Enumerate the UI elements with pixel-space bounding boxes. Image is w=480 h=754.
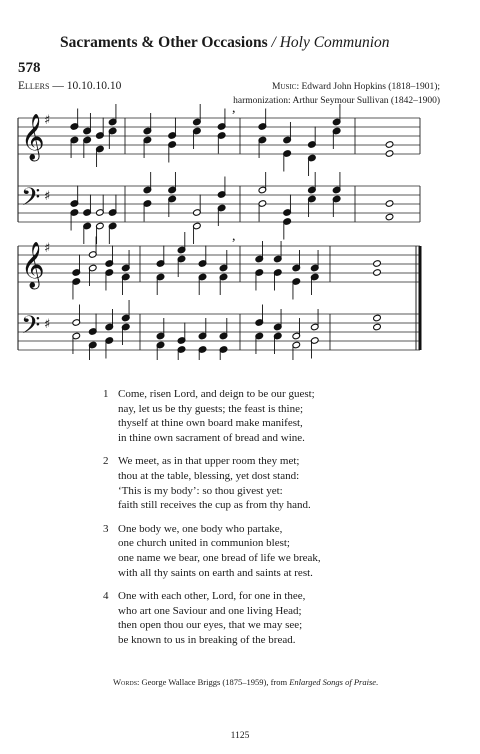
treble-clef-icon: 𝄞 (21, 114, 45, 160)
verse-line: one name we bear, one bread of life we break, (118, 551, 321, 564)
score-system (18, 101, 420, 244)
sharp-icon: ♯ (44, 317, 51, 332)
verse-line: thou at the table, blessing, yet dost stand: (118, 469, 300, 482)
tune-line (18, 80, 121, 92)
music-label: Music (272, 82, 297, 92)
hymn-number: 578 (18, 60, 41, 76)
note-head (385, 213, 394, 221)
breath-mark: , (232, 229, 236, 244)
source-book: Enlarged Songs of Praise (289, 677, 377, 687)
note-head (373, 260, 382, 268)
note-head (373, 323, 382, 331)
verses (103, 387, 321, 657)
verse-line: We meet, as in that upper room they met; (118, 455, 300, 468)
score-system (18, 229, 420, 360)
breath-mark: , (232, 101, 236, 116)
bass-clef-icon: 𝄢 (21, 311, 41, 346)
note-head (373, 314, 382, 322)
words-credit: Words: George Wallace Briggs (1875–1959), from Enlarged Songs of Praise. (113, 677, 379, 687)
treble-clef-icon: 𝄞 (21, 242, 45, 288)
verse-number: 1 (103, 388, 109, 400)
sharp-icon: ♯ (44, 113, 51, 128)
tune-name: Ellers (18, 80, 50, 92)
sharp-icon: ♯ (44, 189, 51, 204)
section-title: Sacraments & Other Occasions (60, 34, 268, 51)
note-head (385, 150, 394, 158)
verse-line: nay, let us be thy guests; the feast is thine; (118, 402, 304, 415)
subsection-title: Holy Communion (279, 34, 390, 51)
composer-line (233, 80, 440, 94)
verse (103, 589, 321, 647)
verse-number: 4 (103, 590, 109, 603)
verse-line: One with each other, Lord, for one in thee, (118, 590, 306, 603)
verse-line: then open thou our eyes, that we may see; (118, 619, 303, 632)
verse-line: ‘This is my body’: so thou givest yet: (118, 484, 283, 497)
verse-line: be known to us in breaking of the bread. (118, 633, 296, 646)
title-separator: / (267, 34, 280, 51)
page-number: 1125 (230, 731, 250, 741)
verse-number: 2 (103, 455, 109, 468)
verse-line: with all thy saints on earth and saints at rest. (118, 566, 313, 579)
verse-line: faith still receives the cup as from thy hand. (118, 499, 311, 512)
verse (103, 454, 321, 512)
note-head (385, 141, 394, 149)
verse-line: who art one Saviour and one living Head; (118, 604, 302, 617)
verse-line: Come, risen Lord, and deign to be our guest; (118, 388, 315, 400)
verse-line: One body we, one body who partake, (118, 522, 283, 535)
sharp-icon: ♯ (44, 241, 51, 256)
harmonization-line: harmonization: Arthur Seymour Sullivan (1842–1900) (233, 96, 440, 106)
music-score (0, 100, 480, 360)
verse-line: in thine own sacrament of bread and wine. (118, 431, 305, 444)
meter: — 10.10.10.10 (49, 80, 122, 92)
verse (103, 522, 321, 580)
note-head (385, 200, 394, 208)
bass-clef-icon: 𝄢 (21, 183, 41, 218)
author: : George Wallace Briggs (1875–1959), from (137, 677, 290, 687)
page-title (60, 34, 390, 52)
verse-number: 3 (103, 522, 109, 535)
verse (103, 387, 321, 445)
verse-line: thyself at thine own board make manifest, (118, 417, 303, 430)
note-head (373, 269, 382, 277)
composer: : Edward John Hopkins (1818–1901); (296, 82, 440, 92)
words-label: Words (113, 677, 138, 687)
verse-line: one church united in communion blest; (118, 537, 290, 550)
